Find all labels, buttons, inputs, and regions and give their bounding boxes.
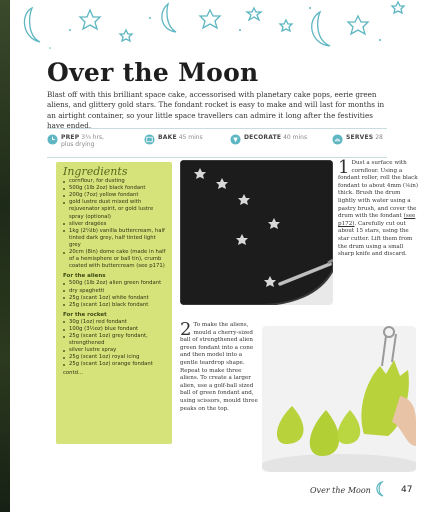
ingredient-item: 25g (scant 1oz) royal icing [63, 354, 166, 361]
recipe-intro: Blast off with this brilliant space cake, accessorised with planetary cake pops, eerie green aliens, and glittery gold stars. The fondant rocket is easy to make and will last for months in an airtight container, so your little space travellers can admire it long after the festivities have ended. [47, 90, 385, 130]
piping-bag-icon [230, 134, 241, 145]
ingredient-item: gold lustre dust mixed with rejuvenator spirit, or gold lustre spray (optional) [63, 199, 166, 220]
adjacent-page-edge [0, 0, 10, 512]
clock-icon [47, 134, 58, 145]
crescent-moon-icon [162, 4, 176, 32]
prep-label: PREP [61, 134, 80, 141]
oven-icon [144, 134, 155, 145]
prep-sub: plus drying [61, 141, 95, 148]
ingredients-heading: Ingredients [63, 165, 128, 178]
photo-modelling-aliens [262, 326, 416, 472]
ingredient-item: 100g (3½oz) blue fondant [63, 326, 166, 333]
bake-value: 45 mins [178, 134, 203, 141]
aliens-heading: For the aliens [63, 273, 106, 280]
star-icon [80, 10, 100, 29]
prep-info [47, 134, 104, 156]
decorate-info [230, 134, 307, 156]
star-icon [247, 8, 261, 20]
ingredients-main-list [63, 178, 166, 270]
ingredient-item: 25g (scant 1oz) white fondant [63, 295, 166, 302]
ingredient-item: 500g (1lb 2oz) black fondant [63, 185, 166, 192]
serves-value: 28 [375, 134, 383, 141]
step-1-text-end: . Carefully cut out about 15 stars, using the star cutter. Lift them from the drum using a small sharp knife and discard. [338, 220, 413, 258]
moon-stars-decoration [10, 0, 429, 58]
step-1-reference[interactable]: (see p172) [338, 213, 416, 227]
serves-icon [332, 134, 343, 145]
star-icon [120, 30, 132, 41]
ingredient-item: 30g (1oz) red fondant [63, 319, 166, 326]
step-2 [180, 319, 258, 413]
ingredient-item: 25g (scant 1oz) orange fondant [63, 361, 166, 368]
aliens-list [63, 280, 166, 308]
ingredient-item: dry spaghetti [63, 288, 166, 295]
footer-title: Over the Moon [310, 486, 371, 495]
rocket-list [63, 319, 166, 369]
step-1-text: Dust a surface with cornflour. Using a fondant roller, roll the black fondant to about 4mm (⅛in) thick. Brush the drum lightly with water using a pastry brush, and cover the drum with the fondant [338, 160, 419, 220]
ingredient-item: 500g (1lb 2oz) alien green fondant [63, 280, 166, 287]
decorate-label: DECORATE [244, 134, 282, 141]
step-2-text: To make the aliens, mould a cherry-sized ball of strengthened alien green fondant into a cone and then model into a gentle teardrop shape. Repeat to make three aliens. To create a larger alien, use a golf-ball sized ball of green fondant and, using scissors, mould three peaks on the top. [180, 322, 258, 412]
star-icon [200, 10, 220, 28]
ingredients-panel [56, 162, 172, 444]
serves-label: SERVES [346, 134, 374, 141]
star-icon [280, 20, 292, 31]
step-1-number: 1 [338, 157, 350, 178]
rocket-heading: For the rocket [63, 311, 107, 318]
ingredient-item: 200g (7oz) yellow fondant [63, 192, 166, 199]
ingredient-item: 25g (scant 1oz) grey fondant, strengthened [63, 333, 166, 347]
recipe-page [10, 0, 429, 512]
bake-label: BAKE [158, 134, 177, 141]
info-divider-top [47, 128, 387, 129]
crescent-moon-icon [24, 8, 40, 42]
info-divider-bottom [47, 157, 387, 158]
crescent-moon-icon [374, 481, 388, 497]
ingredient-item: 20cm (8in) dome cake (made in half of a hemisphere or ball tin), crumb coated with buttercream (see p171) [63, 249, 166, 270]
ingredient-item: 25g (scant 1oz) black fondant [63, 302, 166, 309]
serves-info [332, 134, 383, 156]
star-icon [348, 16, 368, 34]
ingredient-item: silver dragées [63, 221, 166, 228]
crescent-moon-icon [312, 12, 330, 46]
photo-cutting-stars [180, 160, 333, 305]
continued-note: contd... [63, 369, 84, 376]
page-number: 47 [401, 485, 413, 495]
decorate-value: 40 mins [283, 134, 308, 141]
star-icon [392, 2, 404, 13]
ingredient-item: 1kg (2¼lb) vanilla buttercream, half tinted dark grey, half tinted light grey [63, 228, 166, 249]
ingredient-item: cornflour, for dusting [63, 178, 166, 185]
step-2-number: 2 [180, 319, 192, 340]
recipe-title: Over the Moon [47, 58, 259, 87]
prep-value: 3¾ hrs, [81, 134, 105, 141]
bake-info [144, 134, 203, 156]
step-1 [338, 157, 420, 259]
ingredient-item: silver lustre spray [63, 347, 166, 354]
